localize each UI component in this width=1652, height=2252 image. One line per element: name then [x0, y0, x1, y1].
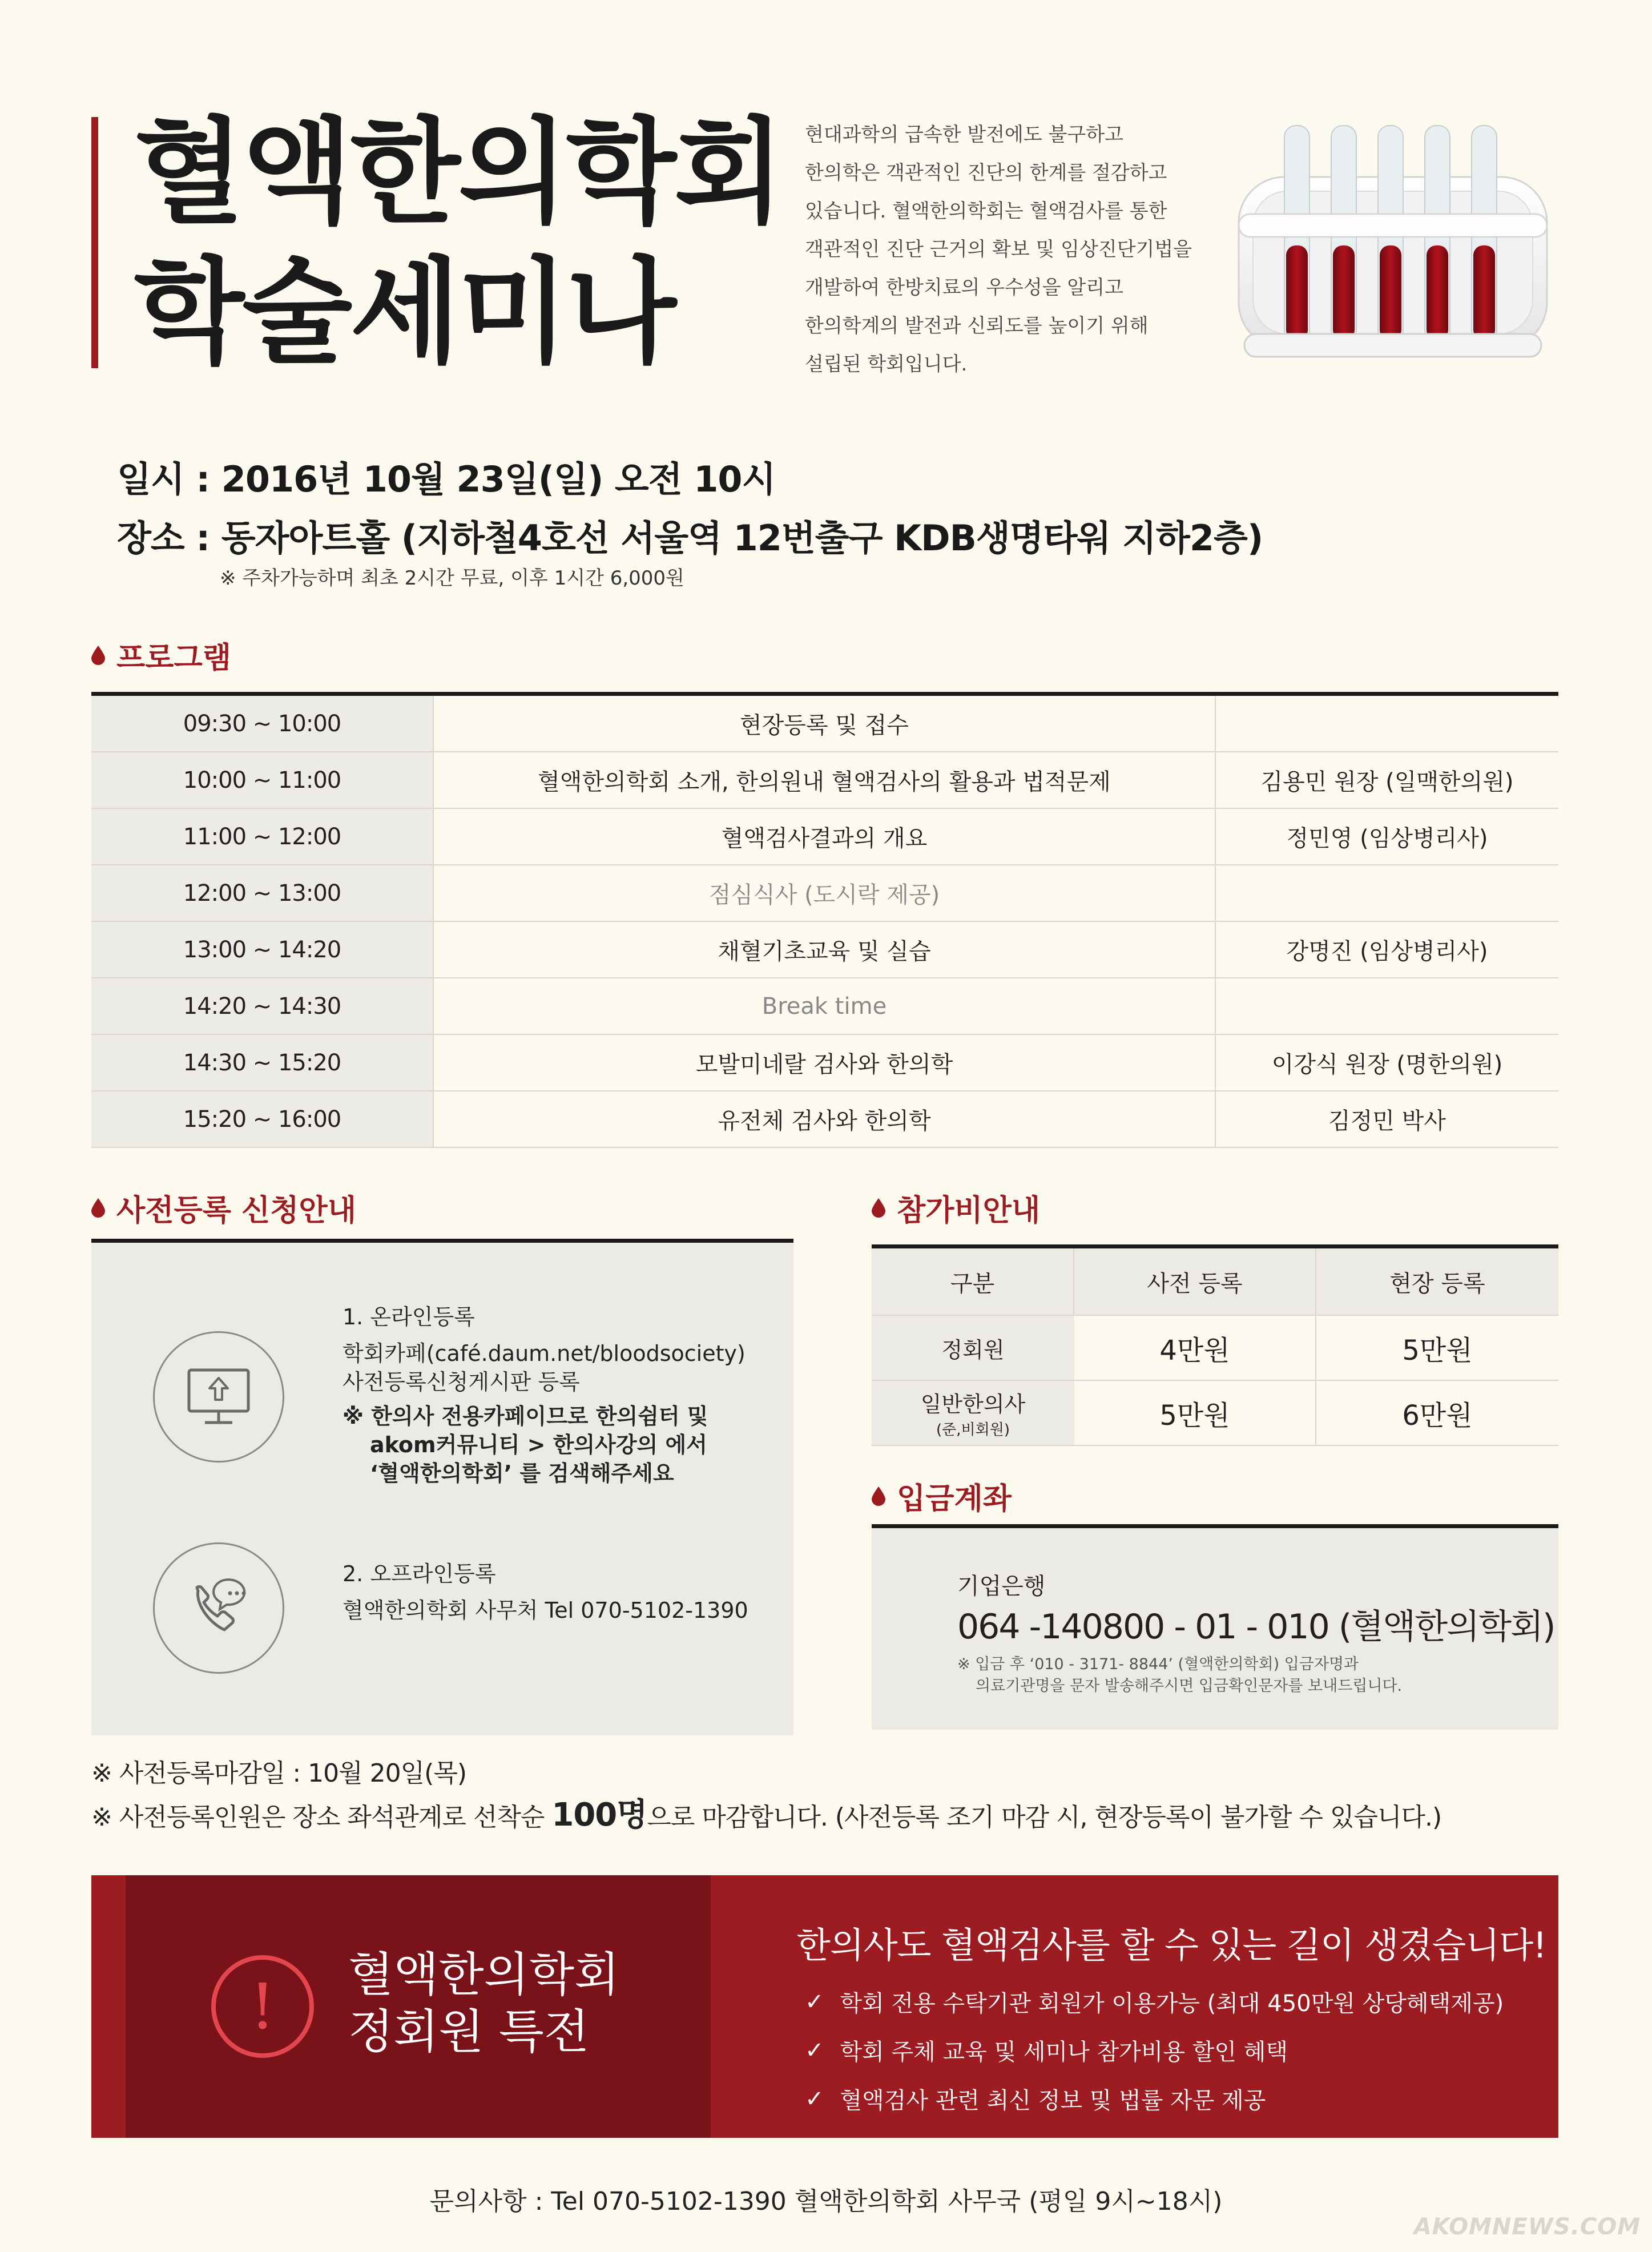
blood-drop-icon [91, 646, 105, 665]
online-title: 1. 온라인등록 [343, 1304, 475, 1330]
program-title: 현장등록 및 접수 [434, 696, 1216, 751]
program-speaker: 김정민 박사 [1328, 1108, 1446, 1134]
program-title: 점심식사 (도시락 제공) [434, 865, 1216, 921]
account-note-line: ※ 입금 후 ‘010 - 3171- 8844’ (혈액한의학회) 입금자명과 [957, 1655, 1359, 1673]
registration-heading-label: 사전등록 신청안내 [116, 1194, 356, 1228]
intro-line: 있습니다. 혈액한의학회는 혈액검사를 통한 [805, 200, 1167, 223]
program-speaker: 이강식 원장 (명한의원) [1271, 1052, 1503, 1078]
capacity-note-post: 으로 마감합니다. (사전등록 조기 마감 시, 현장등록이 불가할 수 있습니다.) [647, 1803, 1442, 1832]
title-line-1: 혈액한의학회 [134, 106, 783, 239]
fee-member-label: 정회원 [941, 1337, 1005, 1363]
intro-line: 현대과학의 급속한 발전에도 불구하고 [805, 123, 1123, 146]
table-row [91, 1035, 1558, 1091]
program-heading-label: 프로그램 [116, 641, 231, 675]
banner-stripe [91, 1875, 126, 2138]
fee-onsite: 6만원 [1402, 1399, 1473, 1432]
banner-headline: 한의사도 혈액검사를 할 수 있는 길이 생겼습니다! [796, 1924, 1546, 1966]
registration-heading [91, 1186, 356, 1229]
table-row [91, 1091, 1558, 1148]
intro-line: 설립된 학회입니다. [805, 353, 968, 376]
watermark: AKOMNEWS.COM [1413, 2214, 1641, 2240]
benefit-text: 학회 전용 수탁기관 회원가 이용가능 (최대 450만원 상당혜택제공) [840, 1991, 1504, 2017]
fee-member-label: 일반한의사 [920, 1392, 1026, 1417]
offline-title: 2. 오프라인등록 [343, 1561, 496, 1586]
fee-member-sub: (준,비회원) [936, 1421, 1010, 1439]
fee-col-header: 사전 등록 [1074, 1248, 1316, 1315]
intro-line: 한의학계의 발전과 신뢰도를 높이기 위해 [805, 315, 1149, 337]
blood-drop-icon [872, 1198, 885, 1218]
program-time: 11:00 ~ 12:00 [91, 809, 434, 864]
online-board: 사전등록신청게시판 등록 [343, 1369, 580, 1395]
online-note: ‘혈액한의학회’ 를 검색해주세요 [370, 1461, 674, 1486]
account-box [872, 1524, 1558, 1730]
online-cafe-link[interactable]: 학회카페(café.daum.net/bloodsociety) [343, 1341, 746, 1366]
event-date: 일시 : 2016년 10월 23일(일) 오전 10시 [117, 458, 776, 500]
benefit-list [805, 1985, 1504, 2131]
table-row [872, 1316, 1558, 1381]
program-time: 13:00 ~ 14:20 [91, 922, 434, 977]
capacity-note-pre: ※ 사전등록인원은 장소 좌석관계로 선착순 [91, 1803, 552, 1832]
intro-line: 개발하여 한방치료의 우수성을 알리고 [805, 276, 1123, 299]
account-note-line: 의료기관명을 문자 발송해주시면 입금확인문자를 보내드립니다. [976, 1677, 1403, 1695]
fee-pre: 4만원 [1074, 1316, 1316, 1380]
program-speaker: 강명진 (임상병리사) [1286, 938, 1488, 965]
benefit-text: 학회 주체 교육 및 세미나 참가비용 할인 혜택 [840, 2039, 1288, 2065]
registration-box [91, 1239, 793, 1735]
program-title: 혈액검사결과의 개요 [434, 809, 1216, 864]
program-speaker [1216, 978, 1558, 1034]
program-table [91, 692, 1558, 1148]
check-icon: ✓ [805, 2037, 824, 2064]
offline-contact: 혈액한의학회 사무처 Tel 070-5102-1390 [343, 1598, 748, 1623]
program-title: 혈액한의학회 소개, 한의원내 혈액검사의 활용과 법적문제 [434, 752, 1216, 808]
list-item [805, 1985, 1504, 2018]
program-title: 모발미네랄 검사와 한의학 [434, 1035, 1216, 1090]
benefit-text: 혈액검사 관련 최신 정보 및 법률 자문 제공 [840, 2088, 1266, 2114]
program-time: 12:00 ~ 13:00 [91, 865, 434, 921]
fee-onsite: 5만원 [1402, 1334, 1473, 1367]
footer-contact: 문의사항 : Tel 070-5102-1390 혈액한의학회 사무국 (평일 9시~18시) [429, 2187, 1223, 2216]
program-speaker [1216, 696, 1558, 751]
title-accent-bar [91, 117, 98, 368]
banner-title-line: 혈액한의학회 [348, 1948, 620, 2002]
table-row [91, 752, 1558, 809]
blood-drop-icon [91, 1198, 105, 1218]
intro-line: 객관적인 진단 근거의 확보 및 임상진단기법을 [805, 238, 1192, 261]
blood-drop-icon [872, 1486, 885, 1506]
online-note: akom커뮤니티 > 한의사강의 에서 [370, 1432, 707, 1457]
intro-line: 한의학은 객관적인 진단의 한계를 절감하고 [805, 162, 1167, 184]
alert-icon: ! [211, 1955, 314, 2058]
online-note: ※ 한의사 전용카페이므로 한의쉼터 및 [343, 1404, 708, 1429]
program-title: 유전체 검사와 한의학 [434, 1091, 1216, 1147]
account-note [957, 1654, 1402, 1697]
phone-chat-icon [153, 1542, 284, 1674]
deadline-note: ※ 사전등록마감일 : 10월 20일(목) [91, 1759, 466, 1788]
intro-paragraph [805, 116, 1227, 384]
fee-col-header: 현장 등록 [1389, 1270, 1485, 1297]
fee-member-type [872, 1381, 1074, 1445]
list-item [805, 2034, 1504, 2066]
program-time: 14:20 ~ 14:30 [91, 978, 434, 1034]
fee-header-row [872, 1248, 1558, 1316]
program-title: Break time [434, 978, 1216, 1034]
table-row [91, 809, 1558, 865]
table-row [91, 696, 1558, 752]
account-heading [872, 1475, 1012, 1517]
test-tubes-image [1227, 114, 1558, 377]
fee-table [872, 1244, 1558, 1446]
account-number: 064 -140800 - 01 - 010 (혈액한의학회) [957, 1607, 1555, 1647]
program-time: 09:30 ~ 10:00 [91, 696, 434, 751]
program-speaker: 김용민 원장 (일맥한의원) [1260, 769, 1514, 795]
program-heading [91, 634, 231, 676]
bank-name: 기업은행 [957, 1573, 1046, 1600]
event-place: 장소 : 동자아트홀 (지하철4호선 서울역 12번출구 KDB생명타워 지하2층) [117, 517, 1263, 559]
parking-note: ※ 주차가능하며 최초 2시간 무료, 이후 1시간 6,000원 [220, 567, 684, 590]
fee-heading-label: 참가비안내 [897, 1194, 1041, 1228]
capacity-note [91, 1790, 1441, 1835]
table-row [91, 922, 1558, 978]
fee-col-header: 구분 [872, 1248, 1074, 1315]
program-title: 채혈기초교육 및 실습 [434, 922, 1216, 977]
table-row [872, 1381, 1558, 1446]
banner-title-line: 정회원 특전 [348, 2005, 590, 2059]
fee-member-type [872, 1316, 1074, 1380]
fee-heading [872, 1186, 1040, 1229]
account-heading-label: 입금계좌 [897, 1482, 1012, 1516]
table-row [91, 865, 1558, 922]
program-speaker: 정민영 (임상병리사) [1286, 825, 1488, 852]
check-icon: ✓ [805, 1988, 824, 2015]
fee-pre: 5만원 [1074, 1381, 1316, 1445]
page-title [134, 103, 782, 382]
capacity-number: 100명 [551, 1796, 647, 1834]
program-time: 10:00 ~ 11:00 [91, 752, 434, 808]
program-time: 14:30 ~ 15:20 [91, 1035, 434, 1090]
table-row [91, 978, 1558, 1035]
program-time: 15:20 ~ 16:00 [91, 1091, 434, 1147]
offline-registration [343, 1560, 748, 1625]
computer-upload-icon [153, 1331, 284, 1463]
program-speaker [1216, 865, 1558, 921]
online-registration [343, 1303, 746, 1488]
title-line-2: 학술세미나 [134, 246, 675, 379]
check-icon: ✓ [805, 2085, 824, 2112]
banner-title [348, 1947, 619, 2061]
list-item [805, 2082, 1504, 2115]
